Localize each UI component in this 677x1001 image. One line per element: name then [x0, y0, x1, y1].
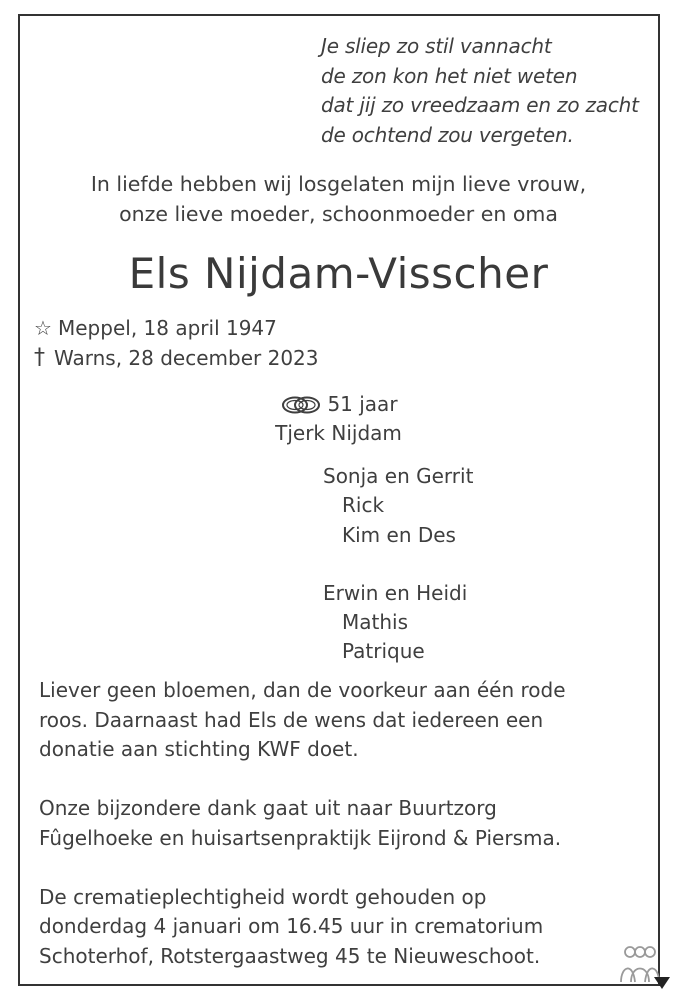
poem-line: de ochtend zou vergeten. — [321, 122, 574, 147]
text-line: Liever geen bloemen, dan de voorkeur aan één rode — [39, 678, 566, 702]
text-line: donderdag 4 januari om 16.45 uur in crematorium — [39, 914, 544, 938]
text-line: Schoterhof, Rotstergaastweg 45 te Nieuweschoot. — [39, 943, 541, 968]
family-group — [323, 579, 473, 667]
text-line: donatie aan stichting KWF doet. — [39, 737, 359, 761]
marriage-years: 51 jaar — [327, 392, 398, 416]
life-dates — [34, 313, 319, 373]
text-line: Onze bijzondere dank gaat uit naar Buurtzorg — [39, 796, 497, 820]
family-couple: Erwin en Heidi — [323, 580, 468, 605]
family-group — [323, 462, 473, 550]
text-line: Fûgelhoeke en huisartsenpraktijk Eijrond & Piersma. — [39, 825, 562, 850]
death-date: Warns, 28 december 2023 — [54, 346, 319, 370]
birth-row — [34, 313, 319, 343]
wedding-rings-icon — [279, 394, 323, 416]
paragraph-ceremony — [39, 883, 659, 972]
star-outline-icon: ☆ — [34, 316, 52, 340]
marriage-row — [20, 390, 657, 419]
family-child: Patrique — [342, 639, 425, 664]
intro-line: In liefde hebben wij losgelaten mijn lieve vrouw, — [90, 172, 587, 196]
poem — [321, 32, 661, 150]
paragraph-flowers — [39, 676, 659, 765]
family-child: Rick — [342, 493, 385, 518]
husband-block — [20, 390, 657, 448]
closing-text — [39, 676, 659, 1001]
family-list — [323, 462, 473, 696]
intro-line: onze lieve moeder, schoonmoeder en oma — [119, 202, 558, 226]
family-couple: Sonja en Gerrit — [323, 464, 474, 488]
death-row — [34, 343, 319, 373]
birth-date: Meppel, 18 april 1947 — [58, 316, 277, 340]
family-child: Kim en Des — [342, 522, 456, 547]
triangle-down-icon[interactable] — [652, 975, 672, 991]
text-line: roos. Daarnaast had Els de wens dat iedereen een — [39, 707, 544, 732]
family-child: Mathis — [342, 610, 409, 635]
cross-icon: † — [34, 345, 45, 370]
deceased-name: Els Nijdam-Visscher — [128, 249, 549, 298]
poem-line: dat jij zo vreedzaam en zo zacht — [321, 93, 639, 117]
intro-text — [20, 169, 657, 229]
husband-name: Tjerk Nijdam — [275, 421, 402, 445]
poem-line: de zon kon het niet weten — [321, 63, 578, 88]
paragraph-thanks — [39, 794, 659, 853]
poem-line: Je sliep zo stil vannacht — [321, 34, 552, 58]
text-line: De crematieplechtigheid wordt gehouden op — [39, 884, 487, 909]
